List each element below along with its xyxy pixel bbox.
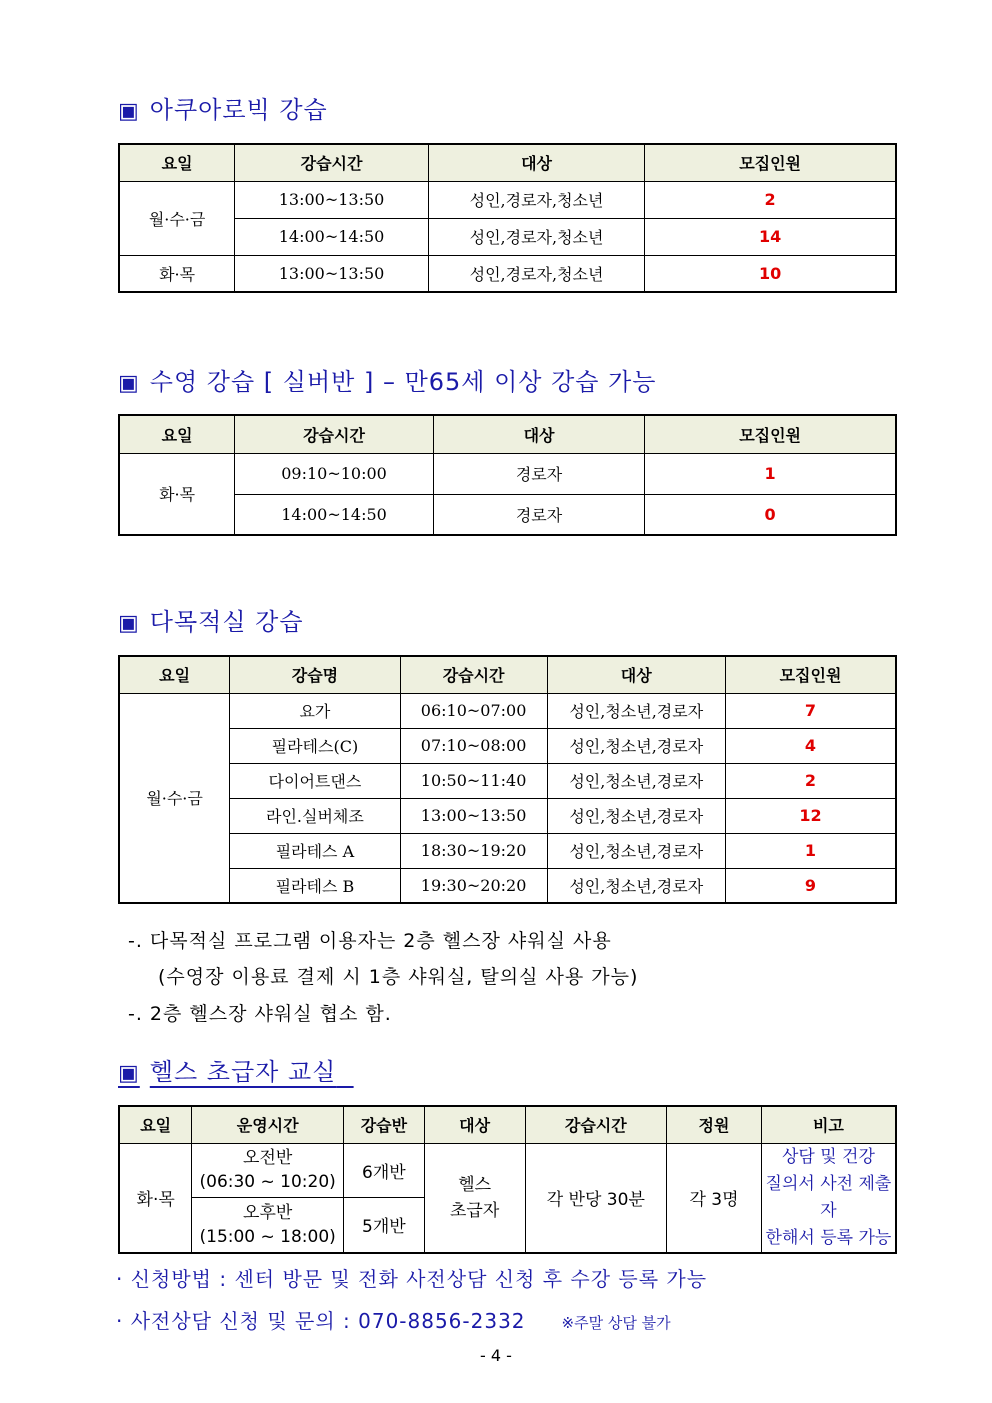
health-beginner-table xyxy=(118,1105,897,1254)
am-time: (06:30 ~ 10:20) xyxy=(199,1172,336,1193)
pm-classes-cell: 5개반 xyxy=(344,1198,425,1253)
target-cell: 성인,경로자,청소년 xyxy=(428,218,644,255)
header-count: 모집인원 xyxy=(725,656,896,693)
count-cell: 14 xyxy=(645,218,896,255)
target-cell: 경로자 xyxy=(433,494,644,535)
class-name-cell: 필라테스 A xyxy=(230,833,401,868)
time-cell: 13:00~13:50 xyxy=(235,255,429,292)
table-row xyxy=(119,693,896,728)
aquarobics-table xyxy=(118,143,897,293)
table-row xyxy=(119,728,896,763)
table-row xyxy=(119,453,896,494)
time-cell: 13:00~13:50 xyxy=(400,798,547,833)
header-day: 요일 xyxy=(119,1106,192,1143)
header-target: 대상 xyxy=(424,1106,525,1143)
header-day: 요일 xyxy=(119,144,235,181)
target-cell: 성인,경로자,청소년 xyxy=(428,255,644,292)
table-row xyxy=(119,494,896,535)
class-name-cell: 요가 xyxy=(230,693,401,728)
day-cell: 화·목 xyxy=(119,255,235,292)
count-cell: 1 xyxy=(725,833,896,868)
am-classes-cell: 6개반 xyxy=(344,1143,425,1198)
count-cell: 2 xyxy=(645,181,896,218)
header-capacity: 정원 xyxy=(667,1106,762,1143)
table-row xyxy=(119,1143,896,1198)
count-cell: 10 xyxy=(645,255,896,292)
section-title-text: 수영 강습 [ 실버반 ] – 만65세 이상 강습 가능 xyxy=(149,368,657,396)
header-time: 강습시간 xyxy=(400,656,547,693)
header-target: 대상 xyxy=(428,144,644,181)
header-count: 모집인원 xyxy=(645,144,896,181)
count-cell: 2 xyxy=(725,763,896,798)
target-cell: 성인,청소년,경로자 xyxy=(547,728,725,763)
time-cell: 09:10~10:00 xyxy=(235,453,434,494)
header-time: 강습시간 xyxy=(235,144,429,181)
table-row xyxy=(119,833,896,868)
table-row xyxy=(119,868,896,903)
square-bullet-icon: ▣ xyxy=(118,1061,140,1086)
table-header-row xyxy=(119,1106,896,1143)
info-apply-method: · 신청방법 : 센터 방문 및 전화 사전상담 신청 후 수강 등록 가능 xyxy=(116,1267,708,1291)
header-remarks: 비고 xyxy=(761,1106,896,1143)
section-multipurpose-title xyxy=(118,602,304,637)
table-row xyxy=(119,181,896,218)
count-cell: 12 xyxy=(725,798,896,833)
pm-hours-cell xyxy=(192,1198,344,1253)
count-cell: 7 xyxy=(725,693,896,728)
time-cell: 19:30~20:20 xyxy=(400,868,547,903)
capacity-cell: 각 3명 xyxy=(667,1143,762,1253)
time-cell: 10:50~11:40 xyxy=(400,763,547,798)
square-bullet-icon: ▣ xyxy=(118,99,140,124)
header-day: 요일 xyxy=(119,656,230,693)
header-target: 대상 xyxy=(433,415,644,453)
table-row xyxy=(119,218,896,255)
section-swim-silver-title xyxy=(118,362,656,397)
swim-silver-table xyxy=(118,414,897,536)
note-line-1: -. 다목적실 프로그램 이용자는 2층 헬스장 샤워실 사용 xyxy=(128,930,612,952)
pm-time: (15:00 ~ 18:00) xyxy=(199,1226,336,1247)
square-bullet-icon: ▣ xyxy=(118,371,140,396)
target-cell: 성인,청소년,경로자 xyxy=(547,693,725,728)
header-duration: 강습시간 xyxy=(525,1106,667,1143)
header-time: 강습시간 xyxy=(235,415,434,453)
day-cell: 화·목 xyxy=(119,453,235,535)
note-line-2: (수영장 이용료 결제 시 1층 샤워실, 탈의실 사용 가능) xyxy=(158,966,639,988)
remark-line-1: 상담 및 건강 xyxy=(781,1146,875,1167)
count-cell: 1 xyxy=(645,453,896,494)
section-title-text: 다목적실 강습 xyxy=(149,608,304,636)
header-count: 모집인원 xyxy=(645,415,896,453)
duration-cell: 각 반당 30분 xyxy=(525,1143,667,1253)
class-name-cell: 다이어트댄스 xyxy=(230,763,401,798)
square-bullet-icon: ▣ xyxy=(118,611,140,636)
day-cell: 월·수·금 xyxy=(119,693,230,903)
remarks-cell xyxy=(761,1143,896,1253)
target-cell: 경로자 xyxy=(433,453,644,494)
class-name-cell: 라인.실버체조 xyxy=(230,798,401,833)
table-row xyxy=(119,763,896,798)
target-cell xyxy=(424,1143,525,1253)
section-aquarobics-title xyxy=(118,90,328,125)
remark-line-2: 질의서 사전 제출자 xyxy=(765,1173,892,1221)
header-day: 요일 xyxy=(119,415,235,453)
am-label: 오전반 xyxy=(243,1148,293,1169)
time-cell: 07:10~08:00 xyxy=(400,728,547,763)
section-health-beginner-title xyxy=(118,1052,354,1087)
table-header-row xyxy=(119,415,896,453)
time-cell: 13:00~13:50 xyxy=(235,181,429,218)
pm-label: 오후반 xyxy=(243,1202,293,1223)
time-cell: 06:10~07:00 xyxy=(400,693,547,728)
target-cell: 성인,청소년,경로자 xyxy=(547,763,725,798)
time-cell: 18:30~19:20 xyxy=(400,833,547,868)
day-cell: 월·수·금 xyxy=(119,181,235,255)
section-title-text: 헬스 초급자 교실 xyxy=(149,1058,337,1086)
table-header-row xyxy=(119,144,896,181)
note-line-3: -. 2층 헬스장 샤워실 협소 함. xyxy=(128,1003,392,1025)
time-cell: 14:00~14:50 xyxy=(235,494,434,535)
multipurpose-table xyxy=(118,655,897,904)
header-name: 강습명 xyxy=(230,656,401,693)
target-line-1: 헬스 xyxy=(458,1174,492,1195)
class-name-cell: 필라테스 B xyxy=(230,868,401,903)
section-title-text: 아쿠아로빅 강습 xyxy=(149,96,328,124)
day-cell: 화·목 xyxy=(119,1143,192,1253)
table-row xyxy=(119,255,896,292)
info-contact xyxy=(116,1305,671,1334)
page-number: - 4 - xyxy=(480,1346,512,1365)
target-cell: 성인,청소년,경로자 xyxy=(547,833,725,868)
info-contact-text: · 사전상담 신청 및 문의 : 070-8856-2332 xyxy=(116,1309,526,1333)
weekend-note: ※주말 상담 불가 xyxy=(561,1314,671,1332)
remark-line-3: 한해서 등록 가능 xyxy=(765,1227,892,1248)
count-cell: 9 xyxy=(725,868,896,903)
target-cell: 성인,청소년,경로자 xyxy=(547,868,725,903)
count-cell: 4 xyxy=(725,728,896,763)
target-cell: 성인,경로자,청소년 xyxy=(428,181,644,218)
am-hours-cell xyxy=(192,1143,344,1198)
target-line-2: 초급자 xyxy=(450,1200,500,1221)
header-target: 대상 xyxy=(547,656,725,693)
table-header-row xyxy=(119,656,896,693)
count-cell: 0 xyxy=(645,494,896,535)
table-row xyxy=(119,798,896,833)
header-hours: 운영시간 xyxy=(192,1106,344,1143)
time-cell: 14:00~14:50 xyxy=(235,218,429,255)
class-name-cell: 필라테스(C) xyxy=(230,728,401,763)
header-classes: 강습반 xyxy=(344,1106,425,1143)
target-cell: 성인,청소년,경로자 xyxy=(547,798,725,833)
